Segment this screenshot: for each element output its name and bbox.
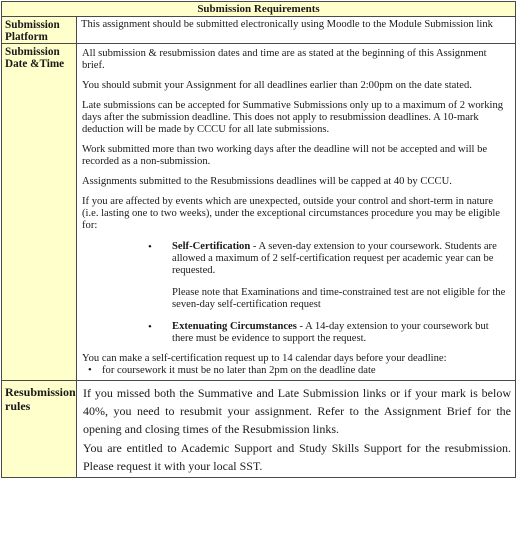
bullet-text: - A 14-day extension to your coursework but there must be evidence to support the request. [172, 321, 489, 344]
resubmission-content [77, 381, 516, 478]
bullet-text: - A seven-day extension to your coursework. Students are allowed a maximum of 2 self-certification request per academic year can be requested. [172, 241, 497, 276]
datetime-paragraph: Assignments submitted to the Resubmissions deadlines will be capped at 40 by CCCU. [82, 176, 452, 187]
datetime-paragraph: All submission & resubmission dates and time are as stated at the beginning of this Assignment brief. [82, 48, 487, 71]
datetime-label: Submission Date &Time [2, 44, 77, 381]
list-item [82, 241, 511, 311]
resubmission-paragraph: You are entitled to Academic Support and Study Skills Support for the resubmission. Please request it with your local SST. [83, 441, 511, 473]
list-item [82, 321, 511, 345]
bullet-icon: • [88, 365, 92, 376]
bullet-icon: • [148, 321, 152, 333]
resubmission-label: Resubmission rules [2, 381, 77, 478]
bullet-title: Self-Certification [172, 241, 251, 252]
table-header: Submission Requirements [2, 2, 516, 17]
deadline-list [82, 365, 511, 377]
list-item [82, 365, 511, 377]
datetime-paragraph: If you are affected by events which are unexpected, outside your control and short-term in nature (i.e. lasting one to two weeks), under the exceptional circumstances procedure you may be eligible for: [82, 196, 501, 231]
datetime-paragraph: Late submissions can be accepted for Summative Submissions only up to a maximum of 2 working days after the submission deadline. This does not apply to resubmission deadlines. A 10-mark deduction will be made by CCCU for all late submissions. [82, 100, 504, 135]
bullet-icon: • [148, 241, 152, 253]
datetime-content [77, 44, 516, 381]
closing-paragraph: You can make a self-certification request up to 14 calendar days before your deadline: [82, 353, 447, 364]
platform-label: Submission Platform [2, 17, 77, 44]
platform-text: This assignment should be submitted electronically using Moodle to the Module Submission link [77, 17, 516, 44]
datetime-paragraph: Work submitted more than two working days after the deadline will not be accepted and will be recorded as a non-submission. [82, 144, 488, 167]
sub-bullet-text: for coursework it must be no later than 2pm on the deadline date [102, 365, 376, 376]
platform-row [2, 17, 516, 44]
resubmission-paragraph: If you missed both the Summative and Late Submission links or if your mark is below 40%, you need to resubmit your assignment. Refer to the Assignment Brief for the opening and closing times of the Resubmission links. [83, 386, 511, 436]
datetime-paragraph: You should submit your Assignment for all deadlines earlier than 2:00pm on the date stated. [82, 80, 472, 91]
resubmission-row [2, 381, 516, 478]
bullet-note: Please note that Examinations and time-constrained test are not eligible for the seven-day self-certification request [172, 287, 506, 310]
datetime-row [2, 44, 516, 381]
circumstances-list [82, 241, 511, 345]
bullet-title: Extenuating Circumstances [172, 321, 297, 332]
submission-requirements-table [1, 1, 516, 478]
